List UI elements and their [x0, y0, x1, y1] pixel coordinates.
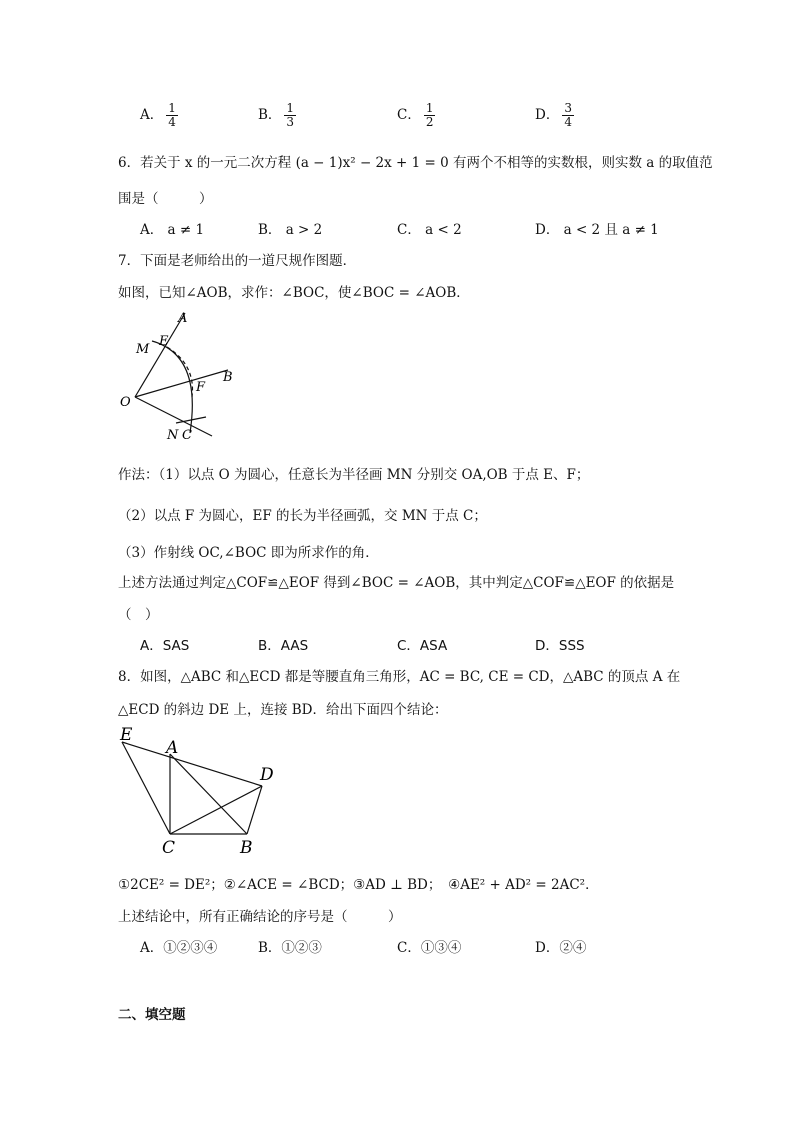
q8-conclusions: ①2CE² = DE²；②∠ACE = ∠BCD；③AD ⊥ BD； ④AE² + AD² = 2AC²． — [118, 877, 599, 893]
label-b: B — [240, 838, 253, 858]
q6-stem-line1: 6．若关于 x 的一元二次方程 (a − 1)x² − 2x + 1 = 0 有两个不相等的实数根，则实数 a 的取值范 — [118, 155, 713, 171]
q7-step1: 作法：（1）以点 O 为圆心，任意长为半径画 MN 分别交 OA,OB 于点 E、F； — [118, 467, 590, 483]
label-e: E — [120, 725, 133, 745]
label-m: M — [136, 342, 150, 357]
q7-step2: （2）以点 F 为圆心，EF 的长为半径画弧，交 MN 于点 C； — [118, 508, 487, 524]
q7-paren: （ ） — [118, 607, 159, 623]
q7-option-b: B．AAS — [258, 638, 309, 654]
q7-angle-figure — [110, 305, 240, 445]
q7-intro: 如图，已知∠AOB，求作：∠BOC，使∠BOC = ∠AOB． — [118, 285, 470, 301]
q8-option-d: D．②④ — [535, 940, 587, 956]
arc-mn — [152, 341, 192, 433]
q5-option-b: B． $\frac{1}{3}$ — [258, 101, 295, 129]
q7-step3: （3）作射线 OC,∠BOC 即为所求作的角． — [118, 545, 379, 561]
label-d: D — [260, 765, 274, 785]
label-o: O — [120, 395, 131, 410]
q6-option-b: B． a > 2 — [258, 222, 323, 238]
label-a: A — [178, 311, 188, 326]
label-n: N — [167, 428, 179, 443]
q5-option-c: C． $\frac{1}{2}$ — [397, 101, 434, 129]
section-title: 二、填空题 — [118, 1007, 186, 1023]
q8-stem-line1: 8．如图，△ABC 和△ECD 都是等腰直角三角形，AC = BC, CE = CD，△ABC 的顶点 A 在 — [118, 669, 681, 685]
q8-stem-line2: △ECD 的斜边 DE 上，连接 BD．给出下面四个结论： — [118, 702, 448, 718]
q8-option-a: A．①②③④ — [140, 940, 218, 956]
arc-dashed — [167, 347, 192, 397]
q7-title: 7．下面是老师给出的一道尺规作图题． — [118, 253, 357, 269]
q7-option-d: D．SSS — [535, 638, 585, 654]
q6-option-a: A． a ≠ 1 — [140, 222, 205, 238]
q5-option-a: A． $\frac{1}{4}$ — [140, 101, 176, 129]
q8-triangle-figure — [112, 722, 287, 862]
q5-option-d: D． $\frac{3}{4}$ — [535, 101, 572, 129]
label-b: B — [223, 370, 233, 385]
q6-stem-line2: 围是（ ） — [118, 191, 213, 207]
q7-option-c: C．ASA — [397, 638, 448, 654]
q8-option-c: C．①③④ — [397, 940, 462, 956]
q8-question: 上述结论中，所有正确结论的序号是（ ） — [118, 909, 402, 925]
label-c: C — [182, 428, 192, 443]
q8-option-b: B．①②③ — [258, 940, 322, 956]
label-c: C — [162, 838, 176, 858]
q6-option-c: C． a < 2 — [397, 222, 462, 238]
label-e: E — [159, 334, 169, 349]
q6-option-d: D． a < 2 且 a ≠ 1 — [535, 222, 659, 238]
q7-option-a: A．SAS — [140, 638, 190, 654]
label-a: A — [166, 738, 179, 758]
label-f: F — [196, 380, 206, 395]
q7-question: 上述方法通过判定△COF≌△EOF 得到∠BOC = ∠AOB，其中判定△COF≌△EOF 的依据是 — [118, 575, 675, 591]
